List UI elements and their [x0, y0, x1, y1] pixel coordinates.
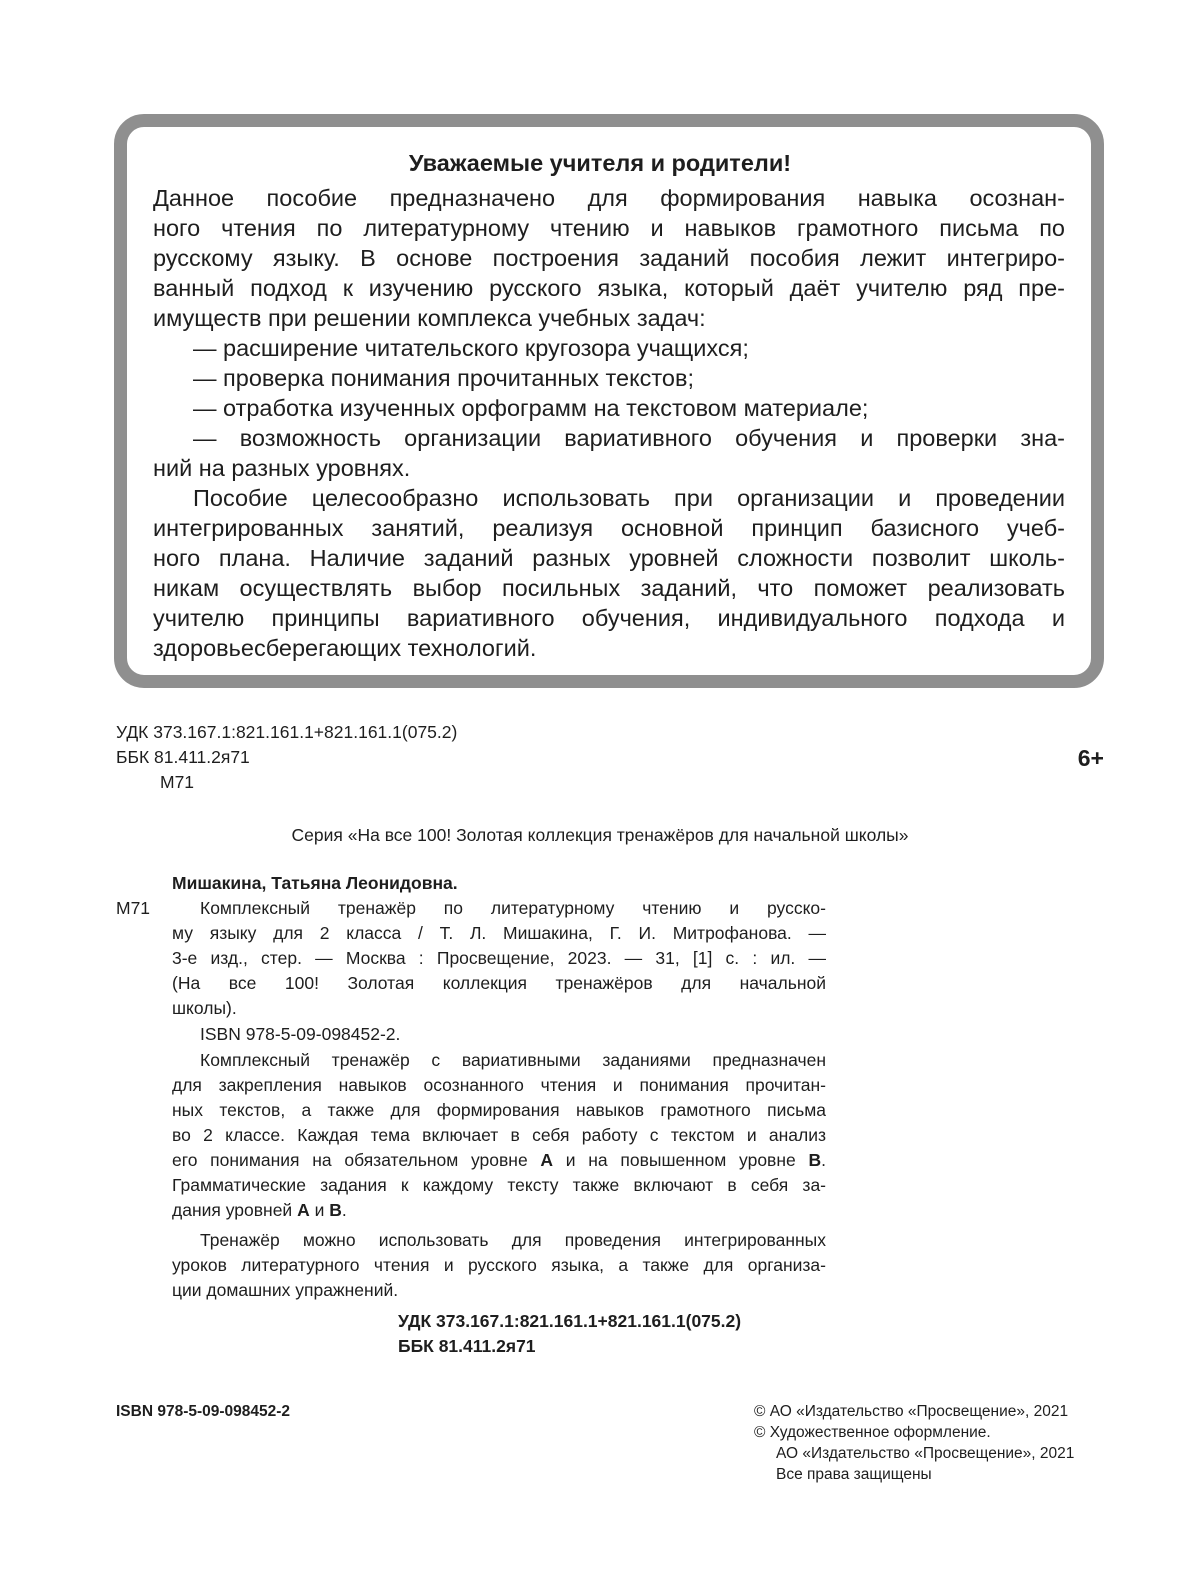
- notice-paragraph-2-line: учителю принципы вариативного обучения, индивидуального подхода и: [153, 605, 1065, 631]
- notice-paragraph-2-line: никам осуществлять выбор посильных заданий, что поможет реализовать: [153, 575, 1065, 601]
- udk-code: УДК 373.167.1:821.161.1+821.161.1(075.2): [116, 722, 458, 742]
- record-author: Мишакина, Татьяна Леонидовна.: [172, 873, 458, 893]
- record-annotation-line: ных текстов, а также для формирования навыков грамотного письма: [172, 1100, 826, 1120]
- annotation-text: .: [341, 1200, 347, 1220]
- level-a-label: А: [297, 1200, 310, 1220]
- record-description-line: (На все 100! Золотая коллекция тренажёров для начальной: [172, 973, 826, 993]
- author-mark: М71: [160, 772, 195, 792]
- record-annotation-2-line: уроков литературного чтения и русского языка, а также для организа-: [172, 1255, 826, 1275]
- record-description-line: Комплексный тренажёр по литературному чтению и русско-: [200, 898, 826, 918]
- notice-paragraph-2-line: Пособие целесообразно использовать при организации и проведении: [193, 485, 1065, 511]
- annotation-text: дания уровней: [172, 1200, 298, 1220]
- record-description-line: школы).: [172, 998, 237, 1018]
- record-margin-code: М71: [116, 898, 151, 918]
- age-rating-badge: 6+: [1077, 745, 1104, 771]
- notice-bullet-continuation: ний на разных уровнях.: [153, 455, 411, 481]
- record-annotation-line: [172, 1148, 826, 1173]
- notice-paragraph-2-line: интегрированных занятий, реализуя основной принцип базисного учеб-: [153, 515, 1065, 541]
- record-annotation-2-line: Тренажёр можно использовать для проведения интегрированных: [200, 1230, 826, 1250]
- notice-paragraph-1-line: ванный подход к изучению русского языка, который даёт учителю ряд пре-: [153, 275, 1065, 301]
- record-annotation-line: Комплексный тренажёр с вариативными заданиями предназначен: [200, 1050, 826, 1070]
- record-annotation-line: [172, 1198, 826, 1223]
- record-bbk: ББК 81.411.2я71: [398, 1336, 536, 1356]
- annotation-text: и на повышенном уровне: [553, 1150, 809, 1170]
- notice-bullet: — возможность организации вариативного обучения и проверки зна-: [193, 425, 1065, 451]
- notice-paragraph-2-line: здоровьесберегающих технологий.: [153, 635, 537, 661]
- record-udk: УДК 373.167.1:821.161.1+821.161.1(075.2): [398, 1311, 742, 1331]
- footer-isbn: ISBN 978-5-09-098452-2: [116, 1403, 291, 1420]
- copyright-publisher: © АО «Издательство «Просвещение», 2021: [754, 1403, 1069, 1420]
- notice-paragraph-1-line: ного чтения по литературному чтению и навыков грамотного письма по: [153, 215, 1065, 241]
- notice-bullet: — расширение читательского кругозора учащихся;: [193, 335, 749, 361]
- record-isbn: ISBN 978-5-09-098452-2.: [200, 1024, 401, 1044]
- notice-paragraph-2-line: ного плана. Наличие заданий разных уровней сложности позволит школь-: [153, 545, 1065, 571]
- notice-paragraph-1-line: имуществ при решении комплекса учебных задач:: [153, 305, 706, 331]
- copyright-design-publisher: АО «Издательство «Просвещение», 2021: [776, 1445, 1075, 1462]
- notice-bullet: — проверка понимания прочитанных текстов;: [193, 365, 694, 391]
- annotation-text: его понимания на обязательном уровне: [172, 1150, 541, 1170]
- record-annotation-line: во 2 классе. Каждая тема включает в себя работу с текстом и анализ: [172, 1125, 826, 1145]
- series-title: Серия «На все 100! Золотая коллекция тренажёров для начальной школы»: [291, 825, 909, 845]
- record-annotation-line: Грамматические задания к каждому тексту также включают в себя за-: [172, 1175, 826, 1195]
- level-a-label: А: [540, 1150, 554, 1170]
- notice-title: Уважаемые учителя и родители!: [408, 150, 792, 176]
- record-annotation-2-line: ции домашних упражнений.: [172, 1280, 399, 1300]
- level-b-label: В: [329, 1200, 342, 1220]
- annotation-text: и: [309, 1200, 330, 1220]
- bbk-code: ББК 81.411.2я71: [116, 747, 250, 767]
- notice-paragraph-1-line: Данное пособие предназначено для формирования навыка осознан-: [153, 185, 1065, 211]
- annotation-text: .: [821, 1150, 826, 1170]
- record-annotation-line: для закрепления навыков осознанного чтения и понимания прочитан-: [172, 1075, 826, 1095]
- copyright-design: © Художественное оформление.: [754, 1424, 991, 1441]
- rights-reserved: Все права защищены: [776, 1466, 932, 1483]
- record-description-line: му языку для 2 класса / Т. Л. Мишакина, Г. И. Митрофанова. —: [172, 923, 826, 943]
- record-description-line: 3-е изд., стер. — Москва : Просвещение, 2023. — 31, [1] с. : ил. —: [172, 948, 826, 968]
- notice-paragraph-1-line: русскому языку. В основе построения заданий пособия лежит интегриро-: [153, 245, 1065, 271]
- notice-bullet: — отработка изученных орфограмм на текстовом материале;: [193, 395, 869, 421]
- level-b-label: В: [808, 1150, 822, 1170]
